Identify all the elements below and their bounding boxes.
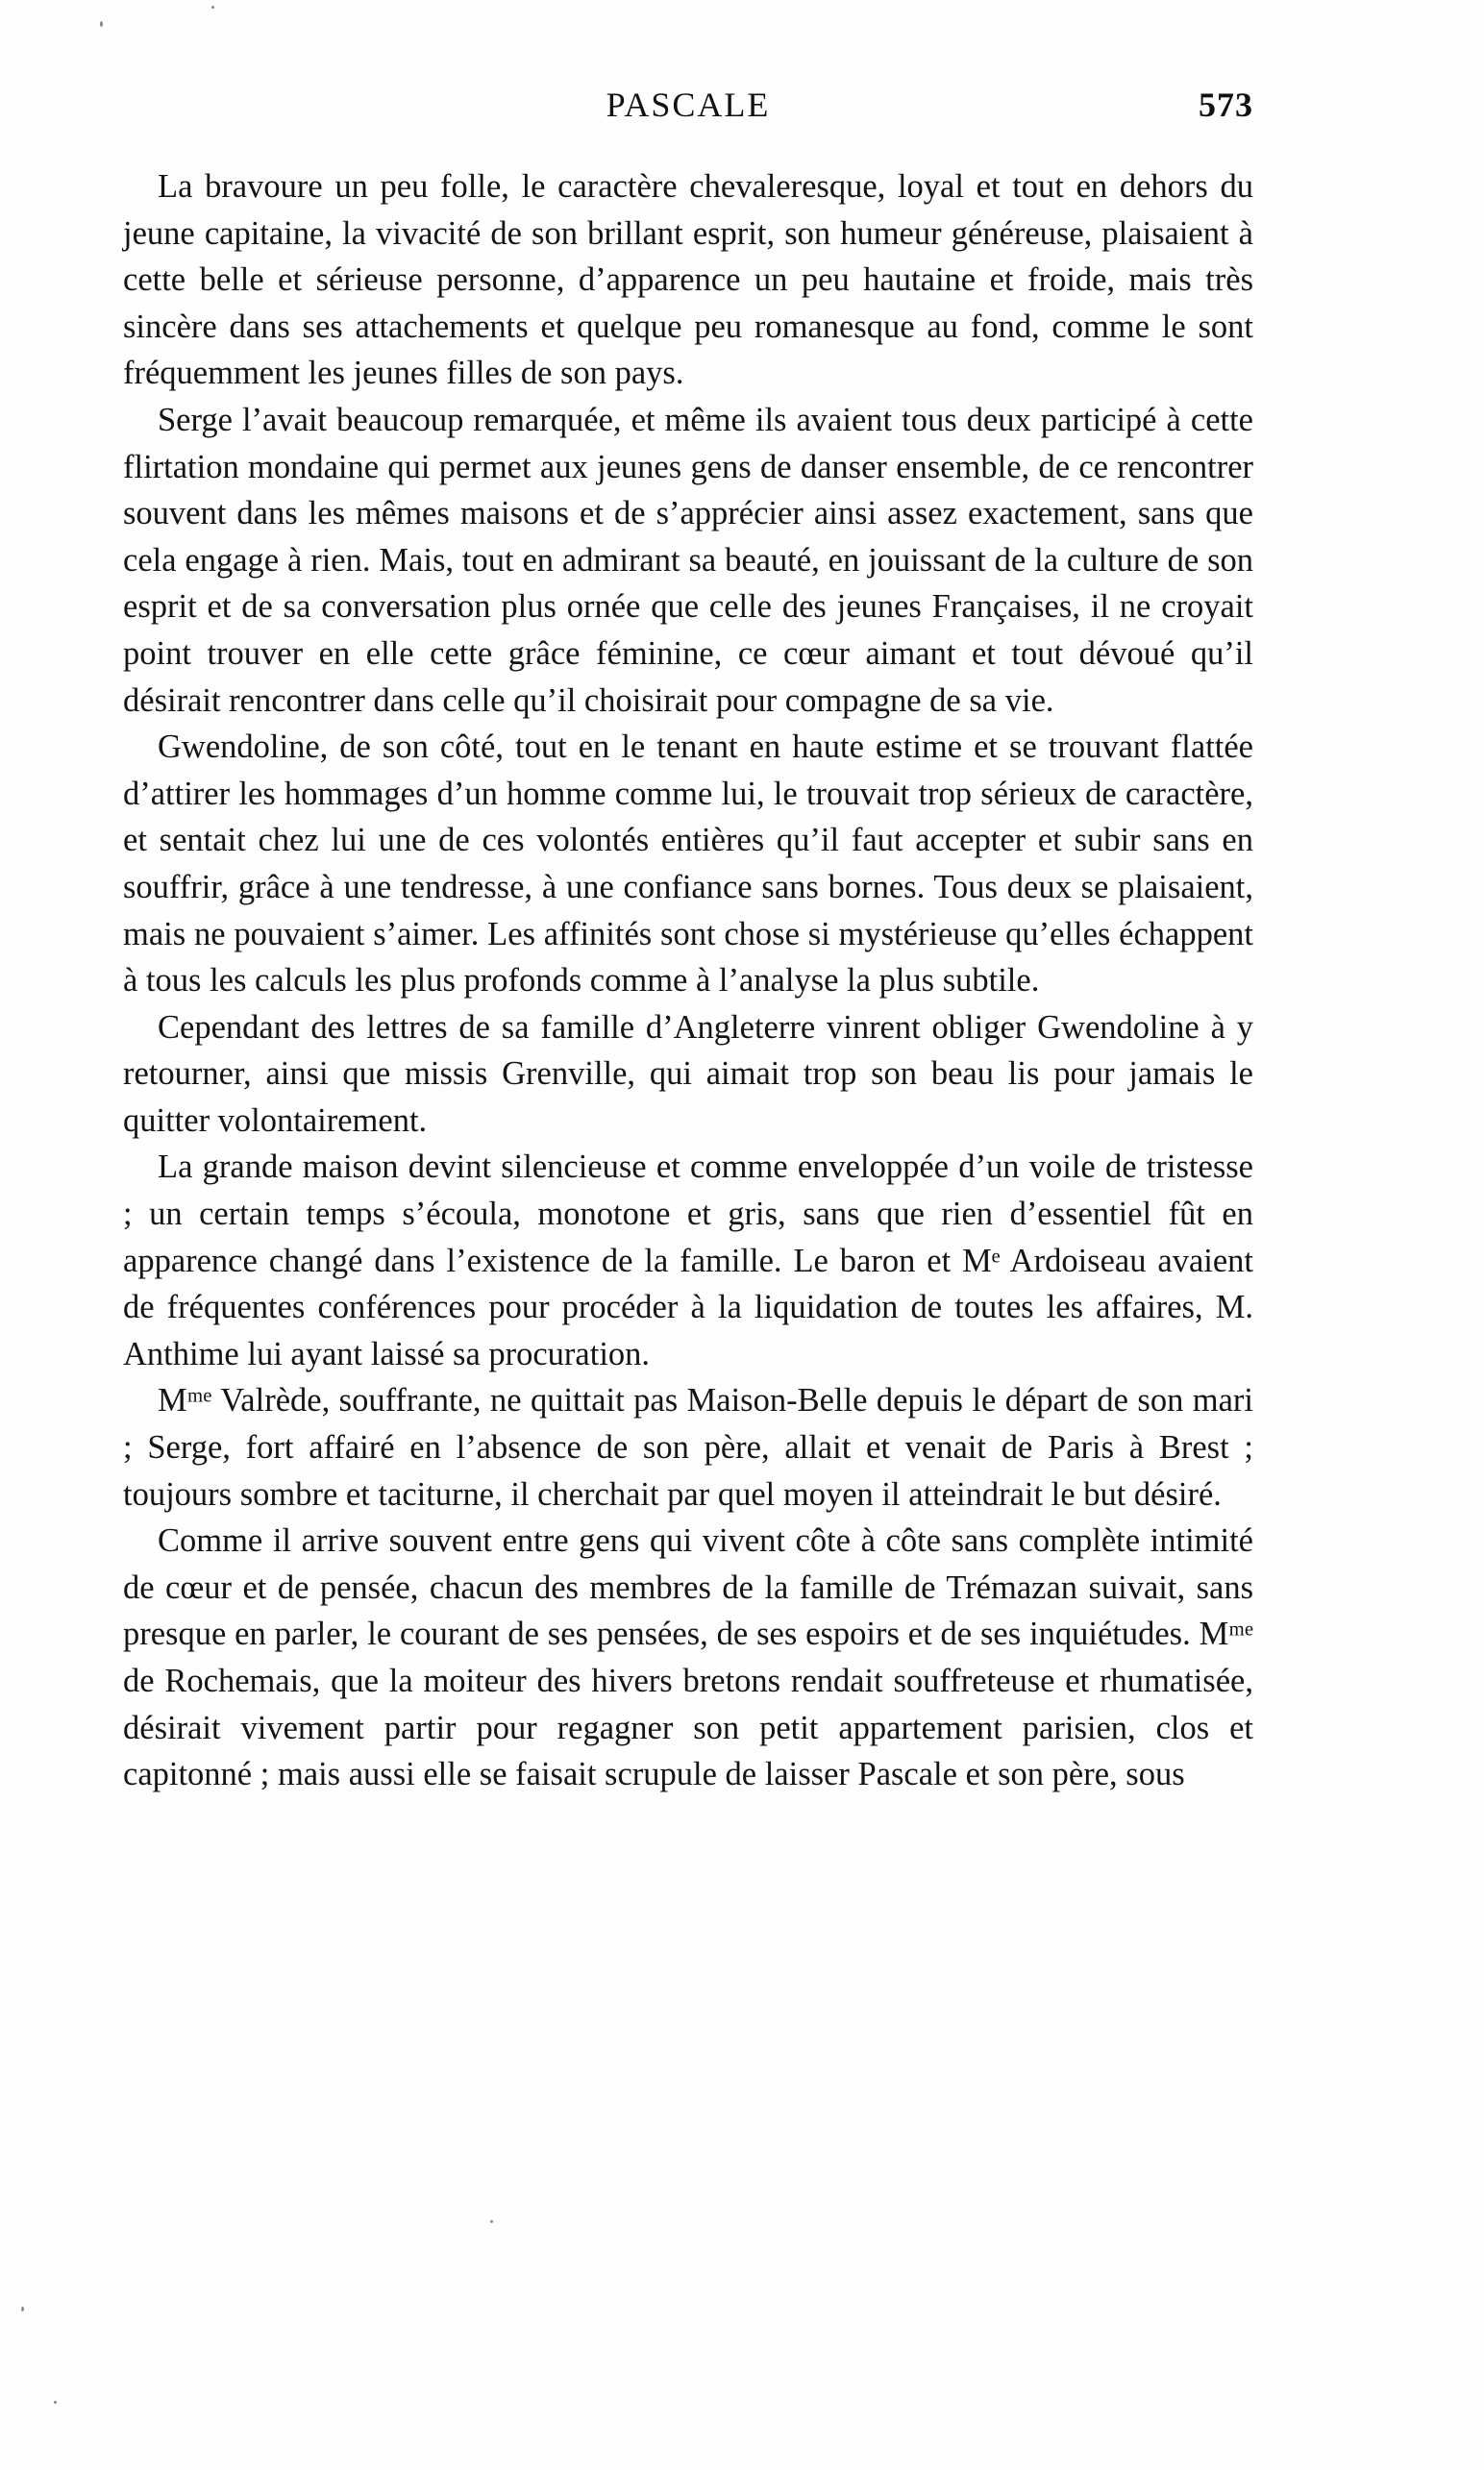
- running-title: PASCALE: [606, 86, 771, 124]
- scan-speck: [211, 6, 214, 9]
- scan-speck: [54, 2401, 57, 2404]
- scan-speck: [490, 2220, 493, 2223]
- paragraph-7: Comme il arrive souvent entre gens qui vivent côte à côte sans complète intimité de cœur et de pensée, chacun des membres de la famille de Trémazan suivait, sans presque en parler, le courant de ses pensées, de ses espoirs et de ses inquiétudes. Mᵐᵉ de Rochemais, que la moiteur des hivers bretons rendait souffreteuse et rhumatisée, désirait vivement partir pour regagner son petit appartement parisien, clos et capitonné ; mais aussi elle se faisait scrupule de laisser Pascale et son père, sous: [123, 1522, 1253, 1793]
- scan-speck: [21, 2307, 24, 2311]
- paragraph-6: Mᵐᵉ Valrède, souffrante, ne quittait pas Maison-Belle depuis le départ de son mari ; Serge, fort affairé en l’absence de son père, allait et venait de Paris à Brest ; toujours sombre et taciturne, il cherchait par quel moyen il atteindrait le but désiré.: [123, 1382, 1253, 1513]
- paragraph-1: La bravoure un peu folle, le caractère chevaleresque, loyal et tout en dehors du jeune capitaine, la vivacité de son brillant esprit, son humeur généreuse, plaisaient à cette belle et sérieuse personne, d’apparence un peu hautaine et froide, mais très sincère dans ses attachements et quelque peu romanesque au fond, comme le sont fréquemment les jeunes filles de son pays.: [123, 168, 1253, 392]
- paragraph-3: Gwendoline, de son côté, tout en le tenant en haute estime et se trouvant flattée d’attirer les hommages d’un homme comme lui, le trouvait trop sérieux de caractère, et sentait chez lui une de ces volontés entières qu’il faut accepter et subir sans en souffrir, grâce à une tendresse, à une confiance sans bornes. Tous deux se plaisaient, mais ne pouvaient s’aimer. Les affinités sont chose si mystérieuse qu’elles échappent à tous les calculs les plus profonds comme à l’analyse la plus subtile.: [123, 729, 1253, 1000]
- scan-speck: [100, 21, 103, 27]
- running-header: [123, 85, 1253, 135]
- page-number: 573: [1199, 86, 1253, 124]
- paragraph-2: Serge l’avait beaucoup remarquée, et même ils avaient tous deux participé à cette flirtation mondaine qui permet aux jeunes gens de danser ensemble, de ce rencontrer souvent dans les mêmes maisons et de s’apprécier ainsi assez exactement, sans que cela engage à rien. Mais, tout en admirant sa beauté, en jouissant de la culture de son esprit et de sa conversation plus ornée que celle des jeunes Françaises, il ne croyait point trouver en elle cette grâce féminine, ce cœur aimant et tout dévoué qu’il désirait rencontrer dans celle qu’il choisirait pour compagne de sa vie.: [123, 401, 1253, 719]
- paragraph-5: La grande maison devint silencieuse et comme enveloppée d’un voile de tristesse ; un certain temps s’écoula, monotone et gris, sans que rien d’essentiel fût en apparence changé dans l’existence de la famille. Le baron et Mᵉ Ardoiseau avaient de fréquentes conférences pour procéder à la liquidation de toutes les affaires, M. Anthime lui ayant laissé sa procuration.: [123, 1149, 1253, 1372]
- body-text: [123, 163, 1253, 1798]
- paragraph-4: Cependant des lettres de sa famille d’Angleterre vinrent obliger Gwendoline à y retourner, ainsi que missis Grenville, qui aimait trop son beau lis pour jamais le quitter volontairement.: [123, 1008, 1253, 1139]
